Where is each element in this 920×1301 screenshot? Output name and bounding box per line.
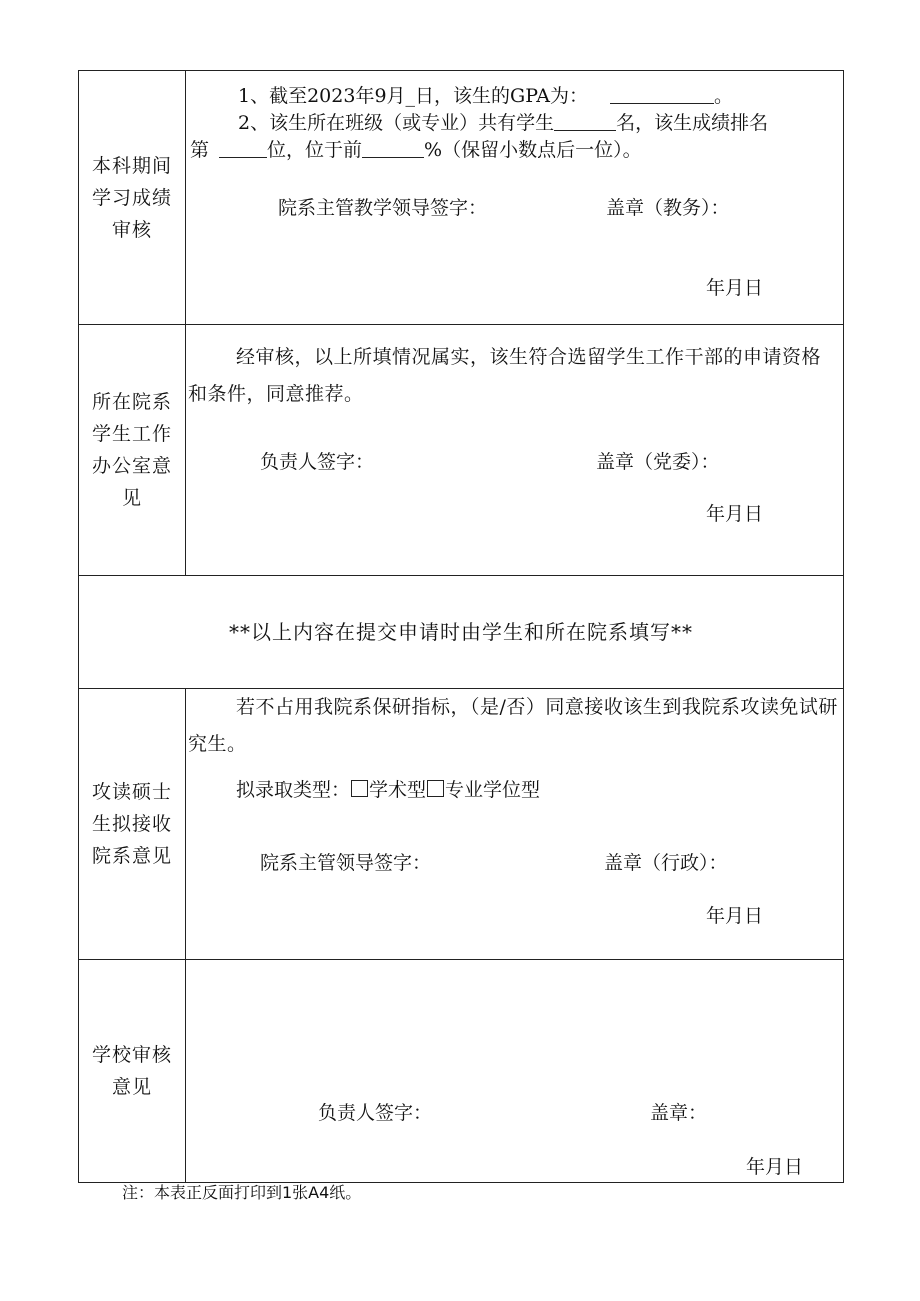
dept-office-signature-label: 负责人签字： xyxy=(260,451,375,473)
banner-row xyxy=(79,576,844,689)
gpa-blank[interactable] xyxy=(610,83,714,104)
admission-type-label: 拟录取类型： xyxy=(236,779,351,801)
gpa-line-text: 1、截至2023年9月_日，该生的GPA为： xyxy=(238,85,588,107)
print-note: 注：本表正反面打印到1张A4纸。 xyxy=(122,1183,362,1202)
professional-type-label: 专业学位型 xyxy=(445,779,541,801)
undergrad-grades-label-cell xyxy=(79,71,186,325)
academic-type-label: 学术型 xyxy=(369,779,427,801)
receiving-dept-row xyxy=(79,689,844,960)
submission-note-banner: **以上内容在提交申请时由学生和所在院系填写** xyxy=(79,576,844,689)
administration-seal-label: 盖章（行政）： xyxy=(604,852,728,874)
dept-office-content-cell xyxy=(186,325,844,576)
receiving-opinion-text: 若不占用我院系保研指标，（是/否）同意接收该生到我院系攻读免试研究生。 xyxy=(188,696,838,755)
undergrad-date: 年月日 xyxy=(706,277,764,299)
class-size-text: 2、该生所在班级（或专业）共有学生 xyxy=(238,112,555,134)
academic-affairs-seal-label: 盖章（教务）： xyxy=(606,197,730,219)
percent-prefix: 位，位于前 xyxy=(267,139,363,161)
receiving-dept-label: 攻读硕士生拟接收院系意见 xyxy=(91,781,172,867)
receiving-dept-label-cell xyxy=(79,689,186,960)
dept-office-date: 年月日 xyxy=(706,503,764,525)
party-committee-seal-label: 盖章（党委）： xyxy=(596,451,720,473)
school-seal-label: 盖章： xyxy=(650,1102,708,1124)
school-review-content-cell xyxy=(186,960,844,1183)
dept-office-opinion-text: 经审核，以上所填情况属实，该生符合选留学生工作干部的申请资格和条件，同意推荐。 xyxy=(188,346,822,405)
percent-blank[interactable] xyxy=(362,137,424,158)
school-signature-label: 负责人签字： xyxy=(318,1102,433,1124)
school-review-row xyxy=(79,960,844,1183)
dept-office-row xyxy=(79,325,844,576)
receiving-leader-signature-label: 院系主管领导签字： xyxy=(260,852,432,874)
percent-suffix: %（保留小数点后一位）。 xyxy=(424,139,642,161)
rank-text: 名，该生成绩排名 xyxy=(616,112,769,134)
undergrad-grades-label: 本科期间学习成绩审核 xyxy=(91,154,172,241)
undergrad-grades-content-cell xyxy=(186,71,844,325)
school-review-label: 学校审核意见 xyxy=(91,1044,172,1098)
receiving-dept-content-cell xyxy=(186,689,844,960)
receiving-date: 年月日 xyxy=(706,905,764,927)
class-size-blank[interactable] xyxy=(554,110,616,131)
school-date: 年月日 xyxy=(746,1156,804,1178)
rank-blank[interactable] xyxy=(219,137,267,158)
teaching-leader-signature-label: 院系主管教学领导签字： xyxy=(278,197,488,219)
undergrad-grades-row xyxy=(79,71,844,325)
dept-office-label-cell xyxy=(79,325,186,576)
academic-type-checkbox[interactable] xyxy=(351,780,368,797)
application-form-table xyxy=(78,70,844,1183)
dept-office-label: 所在院系学生工作办公室意见 xyxy=(91,391,172,509)
school-review-label-cell xyxy=(79,960,186,1183)
rank-prefix: 第 xyxy=(190,139,210,161)
professional-type-checkbox[interactable] xyxy=(427,780,444,797)
gpa-line-end: 。 xyxy=(713,85,733,107)
